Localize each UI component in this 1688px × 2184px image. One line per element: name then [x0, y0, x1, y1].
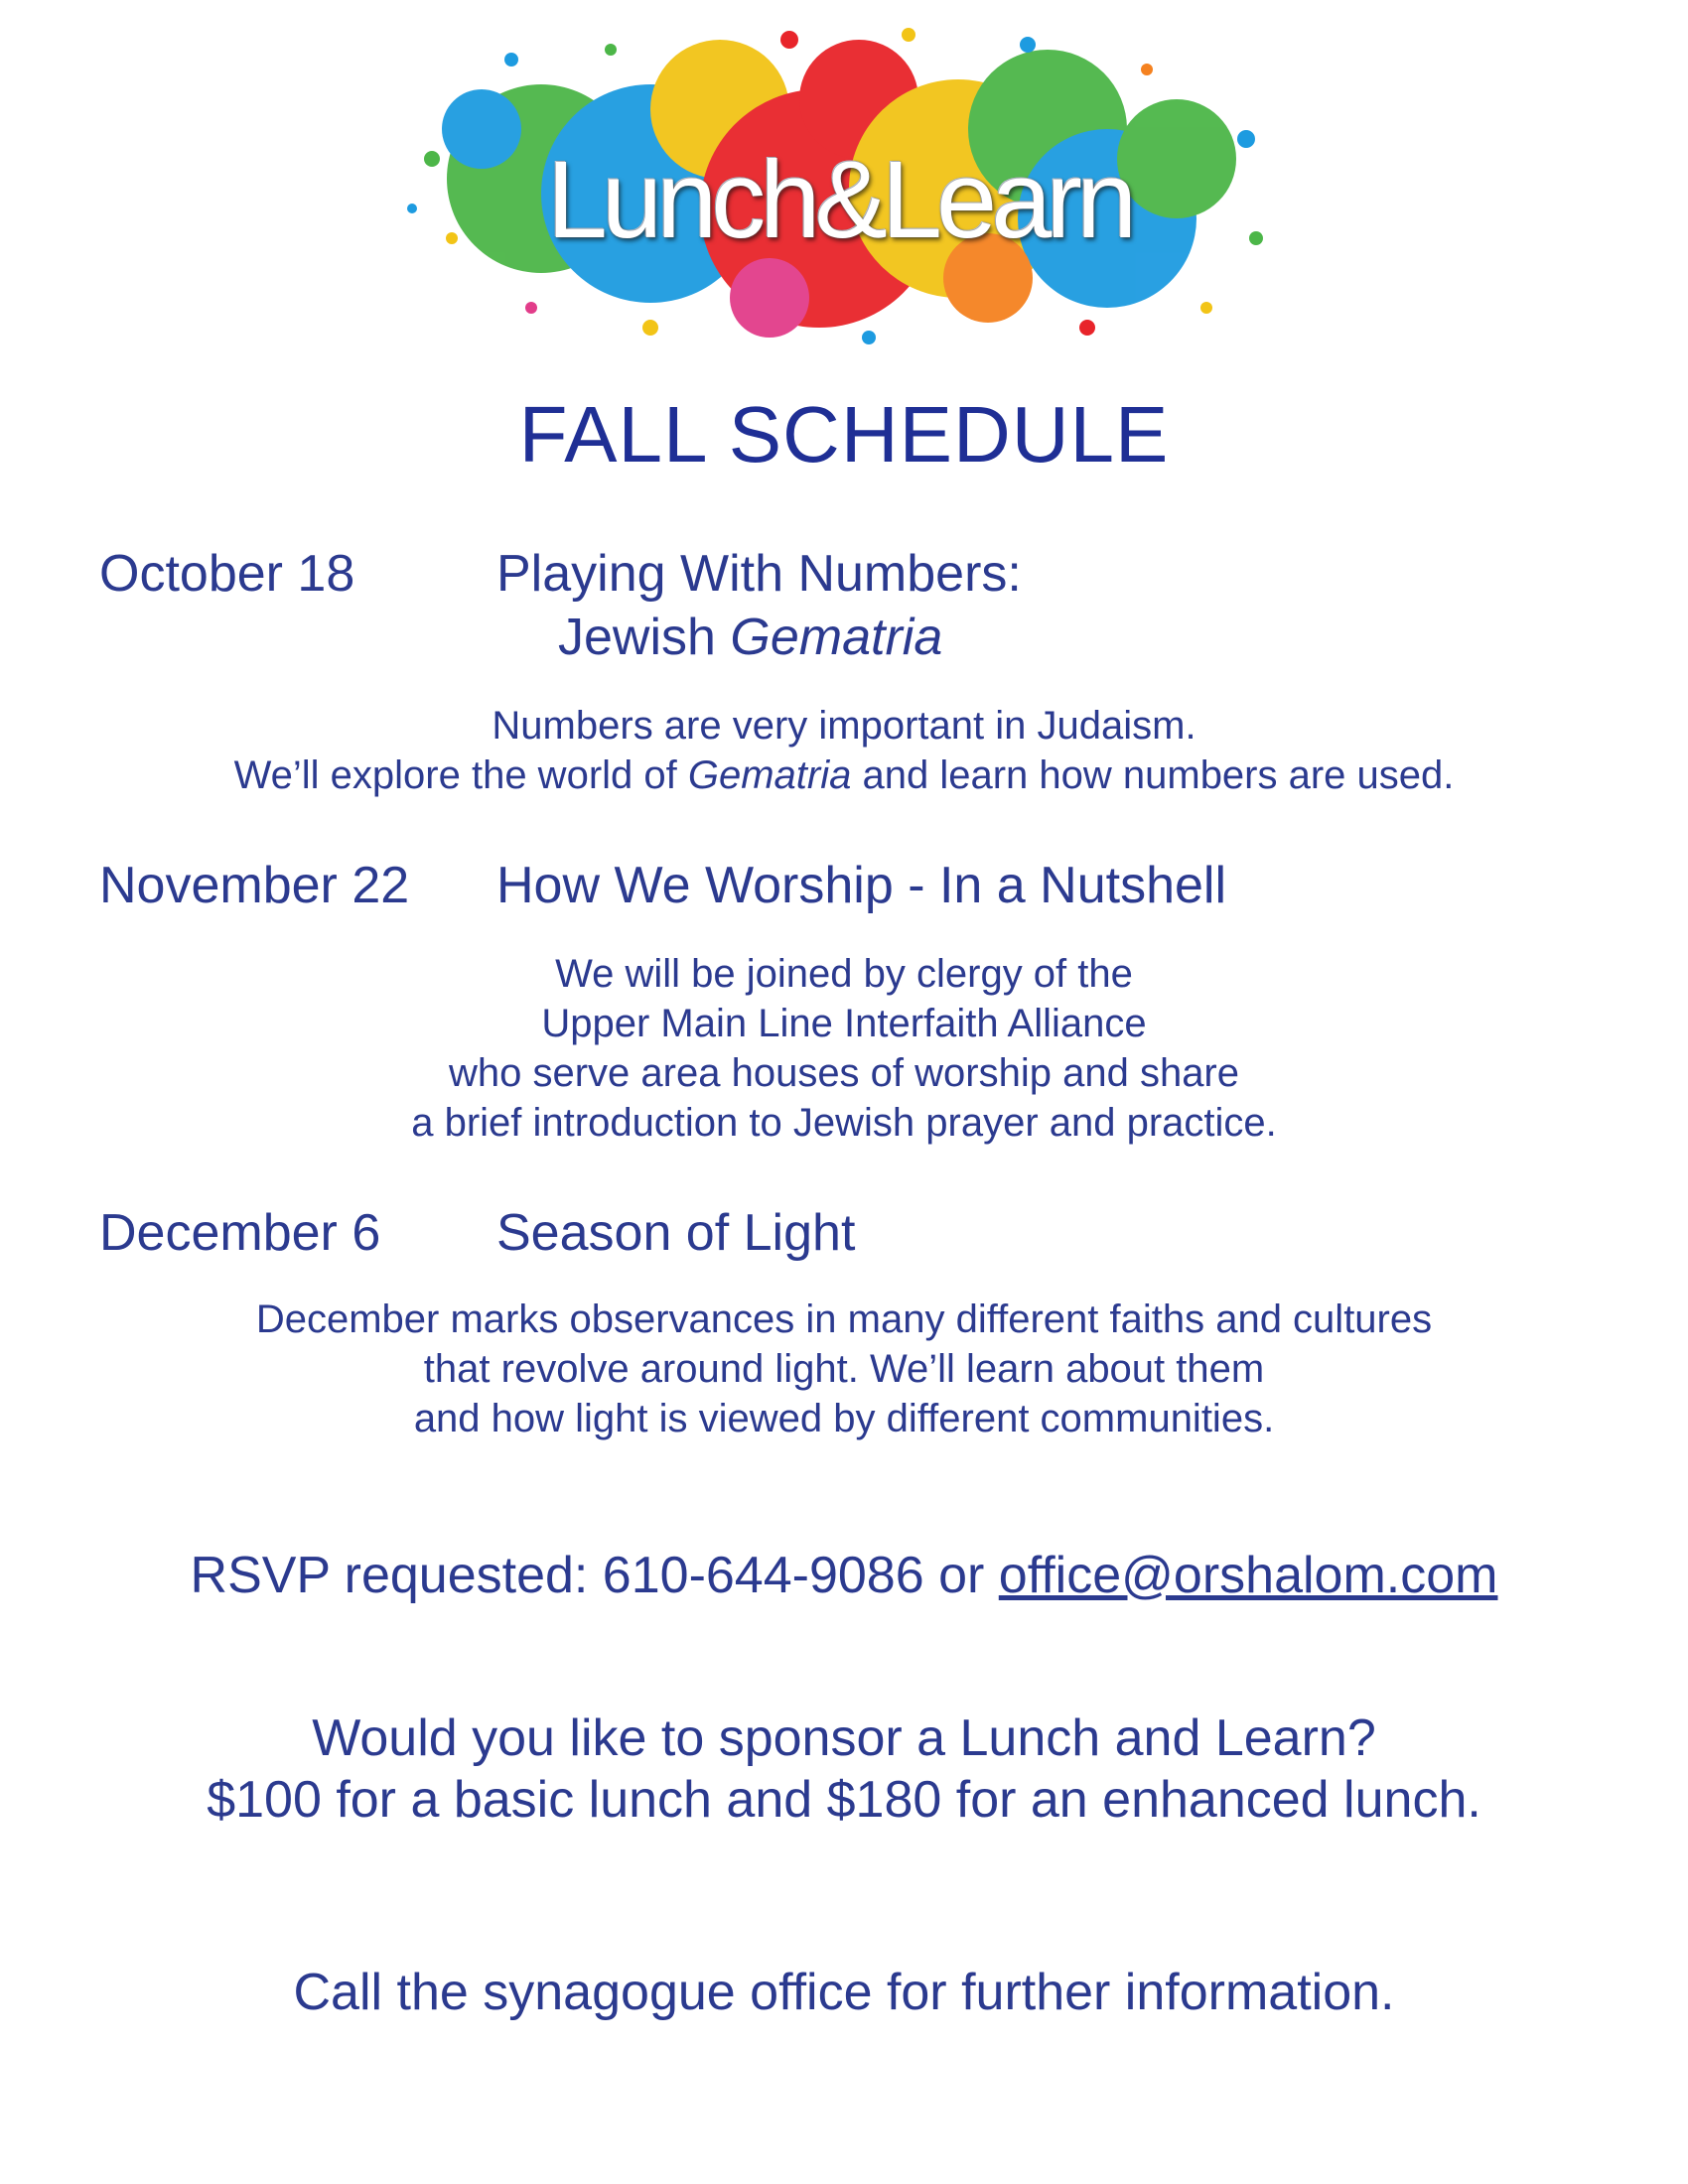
event-topic-subtitle — [558, 608, 942, 667]
description-italic: Gematria — [687, 753, 852, 797]
event-topic-subtitle-italic: Gematria — [730, 609, 943, 666]
description-line: We will be joined by clergy of the — [555, 952, 1133, 996]
event-date: October 18 — [99, 545, 355, 603]
page-title: FALL SCHEDULE — [518, 390, 1170, 478]
event-description — [0, 1295, 1688, 1443]
description-line — [0, 751, 1688, 800]
description-line: Upper Main Line Interfaith Alliance — [541, 1002, 1147, 1045]
event-date: December 6 — [99, 1204, 381, 1262]
sponsor-section — [0, 1707, 1688, 1831]
event-description — [0, 701, 1688, 800]
sponsor-pricing: $100 for a basic lunch and $180 for an enhanced lunch. — [207, 1771, 1481, 1829]
description-line: who serve area houses of worship and share — [448, 1051, 1239, 1095]
event-description — [0, 949, 1688, 1148]
description-text: We’ll explore the world of — [233, 753, 688, 797]
event-date: November 22 — [99, 857, 410, 914]
description-line: that revolve around light. We’ll learn about them — [423, 1347, 1265, 1391]
sponsor-question: Would you like to sponsor a Lunch and Learn? — [312, 1709, 1376, 1767]
event-topic-subtitle-text: Jewish — [558, 609, 731, 666]
description-line: Numbers are very important in Judaism. — [492, 704, 1196, 748]
rsvp-email-link[interactable]: office@orshalom.com — [998, 1547, 1498, 1604]
event-topic: Season of Light — [496, 1204, 856, 1262]
event-topic: How We Worship - In a Nutshell — [496, 857, 1227, 914]
description-line: and how light is viewed by different communities. — [413, 1397, 1275, 1440]
description-line: December marks observances in many different faiths and cultures — [255, 1297, 1433, 1341]
event-topic: Playing With Numbers: — [496, 545, 1022, 603]
footer-note: Call the synagogue office for further information. — [293, 1964, 1395, 2021]
rsvp-label: RSVP requested: 610-644-9086 or — [190, 1547, 999, 1604]
description-text: and learn how numbers are used. — [851, 753, 1455, 797]
rsvp-line — [0, 1545, 1688, 1606]
description-line: a brief introduction to Jewish prayer and practice. — [411, 1101, 1277, 1145]
lunch-and-learn-logo — [392, 20, 1286, 357]
logo-wordmark: Lunch&Learn — [546, 139, 1132, 261]
